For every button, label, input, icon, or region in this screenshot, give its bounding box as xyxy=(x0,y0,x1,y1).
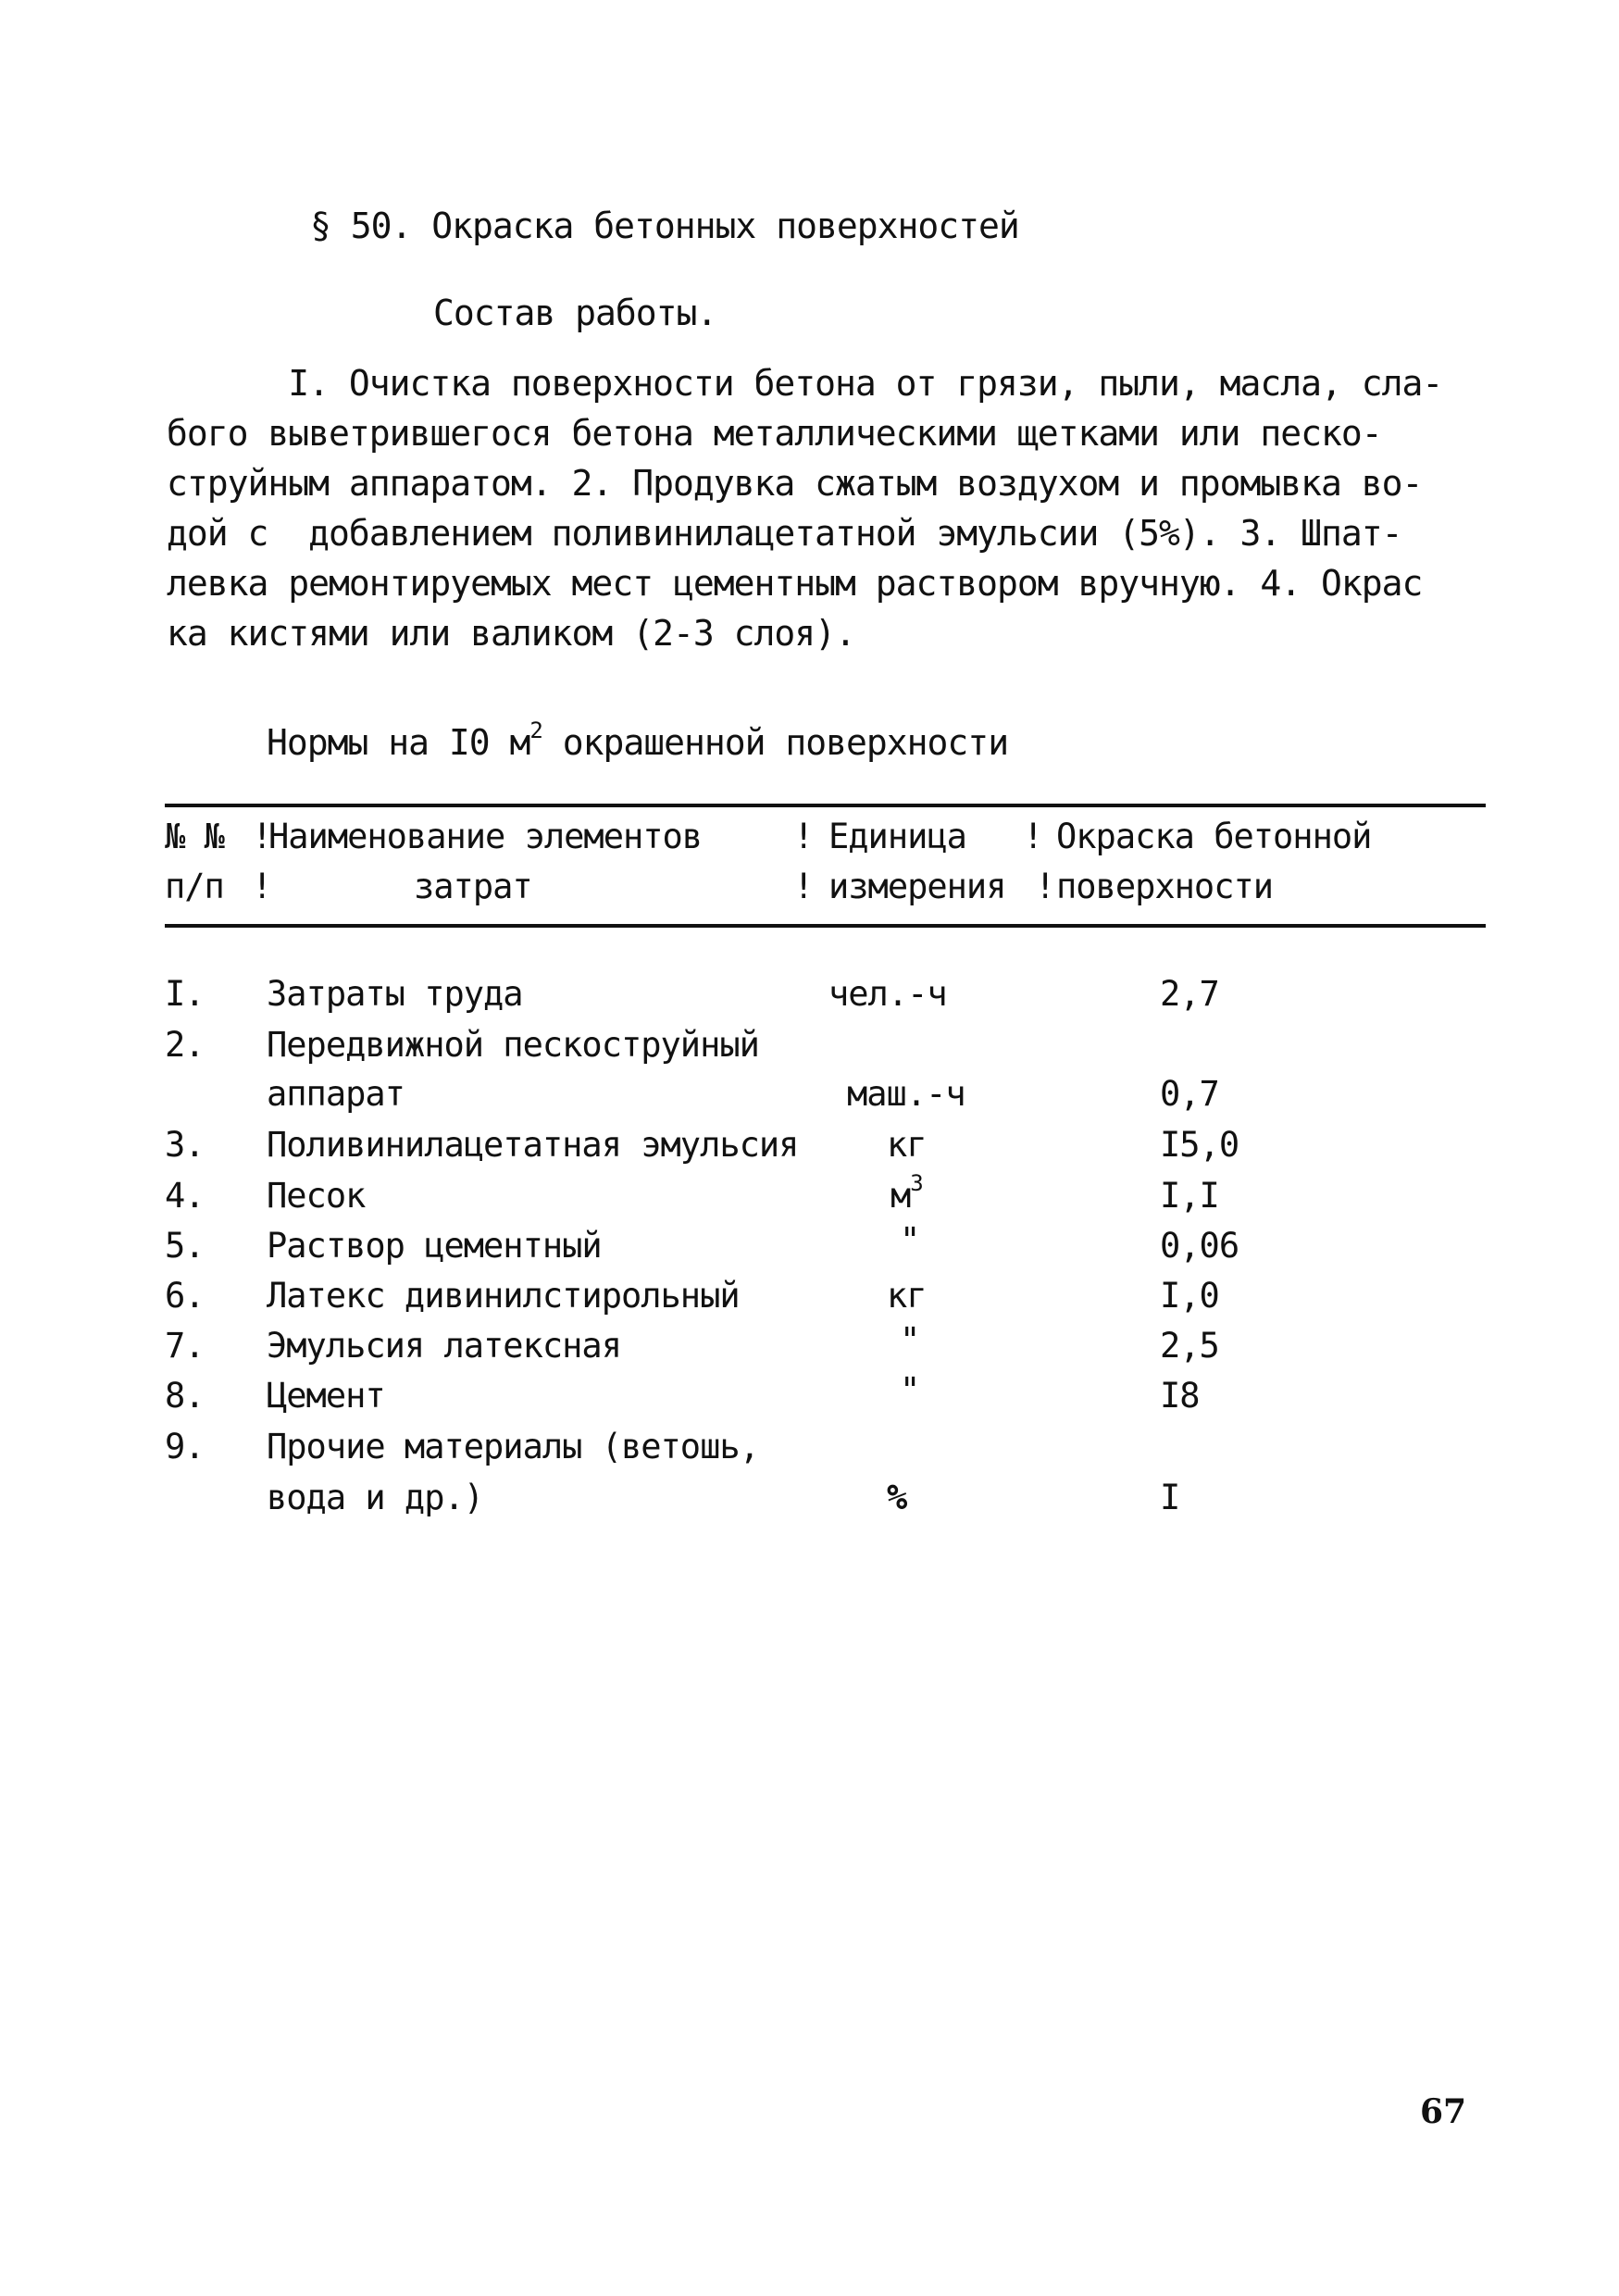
row-unit: кг xyxy=(887,1125,927,1165)
header-separator: ! xyxy=(252,867,272,906)
row-unit: " xyxy=(900,1320,920,1360)
row-name-continuation: аппарат xyxy=(267,1074,405,1114)
row-unit-exponent: 3 xyxy=(910,1170,923,1196)
description-line: струйным аппаратом. 2. Продувка сжатым воздухом и промывка во- xyxy=(167,463,1423,504)
row-number: 5. xyxy=(165,1226,205,1266)
row-number: 7. xyxy=(165,1326,205,1366)
row-value: I,I xyxy=(1160,1176,1219,1216)
row-unit xyxy=(890,1170,923,1216)
header-unit-line2: измерения xyxy=(828,867,1006,906)
row-number: I. xyxy=(165,974,205,1014)
row-number: 4. xyxy=(165,1176,205,1216)
norms-title-suffix: окрашенной поверхности xyxy=(542,722,1009,763)
work-composition-heading: Состав работы. xyxy=(433,293,717,333)
page-number: 67 xyxy=(1420,2092,1467,2131)
row-unit: " xyxy=(900,1370,920,1410)
norms-title xyxy=(267,718,1009,763)
header-separator: ! xyxy=(1035,867,1055,906)
header-value-line2: поверхности xyxy=(1056,867,1274,906)
row-name: Раствор цементный xyxy=(267,1226,602,1266)
header-unit-line1: Единица xyxy=(828,817,966,856)
row-value: 2,5 xyxy=(1160,1326,1219,1366)
row-unit: чел.-ч xyxy=(828,974,947,1014)
row-name: Эмульсия латексная xyxy=(267,1326,621,1366)
header-separator: ! xyxy=(252,817,272,856)
row-unit: % xyxy=(887,1478,907,1517)
row-value: 2,7 xyxy=(1160,974,1219,1014)
row-unit: кг xyxy=(887,1276,927,1316)
row-number: 6. xyxy=(165,1276,205,1316)
header-num-line2: п/п xyxy=(165,867,224,906)
row-name: Поливинилацетатная эмульсия xyxy=(267,1125,799,1165)
table-top-rule xyxy=(165,804,1486,807)
row-name: Затраты труда xyxy=(267,974,523,1014)
header-name-line1: Наименование элементов xyxy=(268,817,703,856)
section-title: § 50. Окраска бетонных поверхностей xyxy=(310,206,1019,246)
row-value: I xyxy=(1160,1478,1180,1517)
row-number: 2. xyxy=(165,1025,205,1065)
row-number: 8. xyxy=(165,1376,205,1416)
description-line: дой с добавлением поливинилацетатной эмульсии (5%). 3. Шпат- xyxy=(167,513,1402,554)
row-name: Передвижной пескоструйный xyxy=(267,1025,759,1065)
row-name: Песок xyxy=(267,1176,366,1216)
row-name: Прочие материалы (ветошь, xyxy=(267,1427,759,1466)
row-unit: " xyxy=(900,1220,920,1260)
row-value: I8 xyxy=(1160,1376,1200,1416)
norms-title-exponent: 2 xyxy=(529,718,542,743)
norms-title-prefix: Нормы на I0 м xyxy=(267,722,530,763)
header-num-line1: № № xyxy=(165,817,224,856)
row-unit: маш.-ч xyxy=(847,1074,965,1114)
row-name-continuation: вода и др.) xyxy=(267,1478,484,1517)
row-number: 9. xyxy=(165,1427,205,1466)
row-value: 0,06 xyxy=(1160,1226,1239,1266)
description-line: бого выветрившегося бетона металлическими щетками или песко- xyxy=(167,413,1382,454)
row-name: Цемент xyxy=(267,1376,385,1416)
table-header-rule xyxy=(165,924,1486,928)
row-value: I,0 xyxy=(1160,1276,1219,1316)
description-line: I. Очистка поверхности бетона от грязи, пыли, масла, сла- xyxy=(167,363,1443,404)
row-unit-base: м xyxy=(890,1176,911,1216)
row-number: 3. xyxy=(165,1125,205,1165)
description-line: левка ремонтируемых мест цементным раствором вручную. 4. Окрас xyxy=(167,563,1423,604)
row-value: 0,7 xyxy=(1160,1074,1219,1114)
header-separator: ! xyxy=(793,817,814,856)
header-separator: ! xyxy=(1023,817,1043,856)
row-name: Латекс дивинилстирольный xyxy=(267,1276,740,1316)
description-line: ка кистями или валиком (2-3 слоя). xyxy=(167,613,855,654)
header-name-line2: затрат xyxy=(414,867,532,906)
row-value: I5,0 xyxy=(1160,1125,1239,1165)
header-separator: ! xyxy=(793,867,814,906)
header-value-line1: Окраска бетонной xyxy=(1056,817,1372,856)
